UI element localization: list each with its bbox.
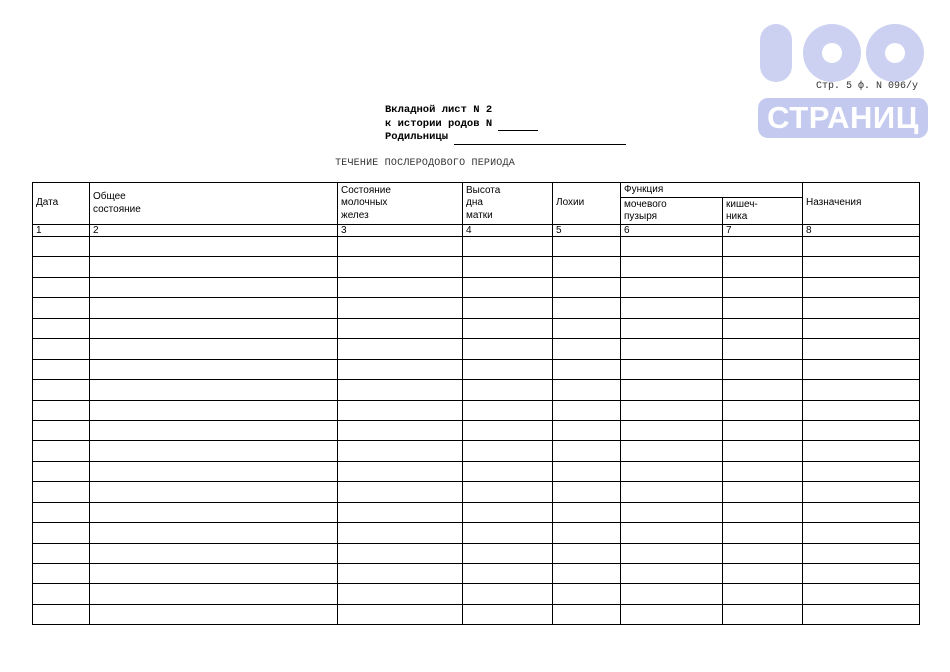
table-cell[interactable] [33, 257, 90, 277]
table-cell[interactable] [553, 441, 621, 461]
table-cell[interactable] [338, 461, 463, 481]
table-cell[interactable] [463, 400, 553, 420]
table-cell[interactable] [90, 584, 338, 604]
table-cell[interactable] [553, 461, 621, 481]
table-cell[interactable] [621, 277, 723, 297]
table-row [33, 523, 920, 543]
table-cell[interactable] [33, 604, 90, 624]
header-lochia: Лохии [553, 183, 621, 225]
table-cell[interactable] [621, 420, 723, 440]
table-cell[interactable] [723, 461, 803, 481]
table-row [33, 400, 920, 420]
table-cell[interactable] [90, 339, 338, 359]
table-cell[interactable] [621, 400, 723, 420]
table-cell[interactable] [553, 237, 621, 257]
table-cell[interactable] [553, 359, 621, 379]
table-row [33, 564, 920, 584]
table-cell[interactable] [723, 237, 803, 257]
table-cell[interactable] [338, 359, 463, 379]
table-cell[interactable] [723, 277, 803, 297]
table-cell[interactable] [33, 400, 90, 420]
table-cell[interactable] [338, 420, 463, 440]
column-number: 3 [338, 225, 463, 237]
table-cell[interactable] [803, 523, 920, 543]
table-cell[interactable] [463, 543, 553, 563]
table-cell[interactable] [553, 523, 621, 543]
table-cell[interactable] [803, 237, 920, 257]
table-cell[interactable] [33, 441, 90, 461]
table-cell[interactable] [33, 584, 90, 604]
table-cell[interactable] [621, 441, 723, 461]
table-row [33, 461, 920, 481]
patient-name-line [454, 134, 626, 145]
birth-history-label: к истории родов N [385, 117, 493, 130]
watermark-word: СТРАНИЦ [758, 98, 928, 138]
table-cell[interactable] [803, 380, 920, 400]
table-cell[interactable] [621, 564, 723, 584]
table-row [33, 298, 920, 318]
header-general-condition: Общее состояние [90, 183, 338, 225]
table-cell[interactable] [723, 502, 803, 522]
table-cell[interactable] [33, 237, 90, 257]
form-header [385, 104, 626, 145]
table-cell[interactable] [553, 604, 621, 624]
table-cell[interactable] [621, 318, 723, 338]
table-cell[interactable] [463, 277, 553, 297]
table-cell[interactable] [803, 502, 920, 522]
table-row [33, 420, 920, 440]
table-cell[interactable] [463, 298, 553, 318]
table-cell[interactable] [338, 543, 463, 563]
table-cell[interactable] [553, 564, 621, 584]
table-cell[interactable] [803, 584, 920, 604]
birth-history-number-line [498, 120, 538, 131]
table-cell[interactable] [723, 257, 803, 277]
table-cell[interactable] [463, 441, 553, 461]
table-cell[interactable] [553, 339, 621, 359]
header-prescriptions: Назначения [803, 183, 920, 225]
table-cell[interactable] [803, 441, 920, 461]
table-cell[interactable] [621, 543, 723, 563]
table-cell[interactable] [553, 502, 621, 522]
table-cell[interactable] [33, 359, 90, 379]
table-cell[interactable] [90, 400, 338, 420]
table-row [33, 441, 920, 461]
column-number: 2 [90, 225, 338, 237]
table-cell[interactable] [553, 380, 621, 400]
table-cell[interactable] [90, 523, 338, 543]
table-cell[interactable] [90, 543, 338, 563]
table-cell[interactable] [338, 380, 463, 400]
column-number: 8 [803, 225, 920, 237]
table-cell[interactable] [463, 237, 553, 257]
table-cell[interactable] [621, 584, 723, 604]
table-cell[interactable] [553, 584, 621, 604]
table-cell[interactable] [723, 604, 803, 624]
table-cell[interactable] [621, 502, 723, 522]
table-cell[interactable] [463, 564, 553, 584]
table-cell[interactable] [338, 318, 463, 338]
table-cell[interactable] [463, 380, 553, 400]
header-bladder: мочевого пузыря [621, 198, 723, 225]
table-cell[interactable] [803, 400, 920, 420]
table-cell[interactable] [803, 420, 920, 440]
table-cell[interactable] [553, 257, 621, 277]
patient-label: Родильницы [385, 131, 449, 143]
table-cell[interactable] [803, 461, 920, 481]
table-row [33, 237, 920, 257]
table-cell[interactable] [803, 482, 920, 502]
table-cell[interactable] [803, 318, 920, 338]
table-cell[interactable] [621, 359, 723, 379]
table-cell[interactable] [803, 277, 920, 297]
table-cell[interactable] [621, 482, 723, 502]
table-cell[interactable] [723, 400, 803, 420]
table-cell[interactable] [463, 584, 553, 604]
column-number: 6 [621, 225, 723, 237]
table-body [33, 237, 920, 625]
table-cell[interactable] [463, 482, 553, 502]
table-cell[interactable] [338, 584, 463, 604]
table-row [33, 482, 920, 502]
table-cell[interactable] [723, 380, 803, 400]
table-cell[interactable] [803, 298, 920, 318]
watermark-digit-zero [866, 24, 924, 82]
table-cell[interactable] [723, 564, 803, 584]
table-cell[interactable] [621, 339, 723, 359]
table-cell[interactable] [553, 400, 621, 420]
table-cell[interactable] [33, 482, 90, 502]
table-cell[interactable] [621, 257, 723, 277]
table-cell[interactable] [90, 380, 338, 400]
section-title: ТЕЧЕНИЕ ПОСЛЕРОДОВОГО ПЕРИОДА [335, 158, 515, 169]
table-cell[interactable] [723, 441, 803, 461]
header-date: Дата [33, 183, 90, 225]
table-cell[interactable] [90, 564, 338, 584]
table-cell[interactable] [621, 237, 723, 257]
table-cell[interactable] [90, 461, 338, 481]
table-cell[interactable] [33, 339, 90, 359]
table-cell[interactable] [33, 564, 90, 584]
table-row [33, 318, 920, 338]
table-cell[interactable] [621, 523, 723, 543]
table-row [33, 604, 920, 624]
table-row [33, 257, 920, 277]
table-cell[interactable] [90, 298, 338, 318]
table-cell[interactable] [803, 543, 920, 563]
table-cell[interactable] [338, 482, 463, 502]
column-number: 1 [33, 225, 90, 237]
table-cell[interactable] [553, 298, 621, 318]
header-mammary-condition: Состояние молочных желез [338, 183, 463, 225]
table-cell[interactable] [90, 257, 338, 277]
table-cell[interactable] [90, 441, 338, 461]
table-row [33, 277, 920, 297]
table-cell[interactable] [621, 298, 723, 318]
table-row [33, 380, 920, 400]
table-cell[interactable] [463, 257, 553, 277]
table-cell[interactable] [803, 564, 920, 584]
table-cell[interactable] [553, 482, 621, 502]
table-cell[interactable] [463, 339, 553, 359]
watermark-digit-zero [803, 24, 861, 82]
header-bowel: кишеч- ника [723, 198, 803, 225]
table-cell[interactable] [621, 604, 723, 624]
insert-sheet-title: Вкладной лист N 2 [385, 104, 493, 116]
table-row [33, 339, 920, 359]
table-row [33, 543, 920, 563]
table-cell[interactable] [803, 257, 920, 277]
table-cell[interactable] [553, 277, 621, 297]
table-cell[interactable] [723, 318, 803, 338]
table-cell[interactable] [338, 400, 463, 420]
table-cell[interactable] [338, 237, 463, 257]
table-cell[interactable] [723, 584, 803, 604]
table-cell[interactable] [33, 461, 90, 481]
table-cell[interactable] [803, 339, 920, 359]
table-cell[interactable] [723, 339, 803, 359]
table-cell[interactable] [723, 482, 803, 502]
table-cell[interactable] [463, 420, 553, 440]
table-cell[interactable] [33, 277, 90, 297]
table-cell[interactable] [90, 604, 338, 624]
table-cell[interactable] [90, 237, 338, 257]
table-cell[interactable] [338, 257, 463, 277]
table-cell[interactable] [803, 604, 920, 624]
table-cell[interactable] [338, 441, 463, 461]
table-cell[interactable] [33, 420, 90, 440]
table-cell[interactable] [553, 420, 621, 440]
table-cell[interactable] [463, 502, 553, 522]
table-cell[interactable] [33, 543, 90, 563]
table-cell[interactable] [33, 298, 90, 318]
header-function: Функция [621, 183, 803, 198]
table-cell[interactable] [463, 461, 553, 481]
table-row [33, 584, 920, 604]
postpartum-log-table [32, 182, 920, 625]
table-cell[interactable] [723, 420, 803, 440]
table-cell[interactable] [463, 604, 553, 624]
table-cell[interactable] [338, 564, 463, 584]
table-cell[interactable] [90, 502, 338, 522]
table-cell[interactable] [553, 543, 621, 563]
column-number: 7 [723, 225, 803, 237]
page-reference: Стр. 5 ф. N 096/у [815, 81, 918, 92]
table-cell[interactable] [33, 380, 90, 400]
table-cell[interactable] [33, 318, 90, 338]
table-cell[interactable] [90, 482, 338, 502]
table-cell[interactable] [803, 359, 920, 379]
table-cell[interactable] [723, 359, 803, 379]
table-cell[interactable] [723, 543, 803, 563]
table-cell[interactable] [90, 277, 338, 297]
table-cell[interactable] [33, 502, 90, 522]
table-cell[interactable] [33, 523, 90, 543]
table-cell[interactable] [621, 380, 723, 400]
table-row [33, 502, 920, 522]
table-cell[interactable] [90, 318, 338, 338]
table-cell[interactable] [338, 277, 463, 297]
table-cell[interactable] [723, 298, 803, 318]
table-cell[interactable] [338, 502, 463, 522]
table-cell[interactable] [338, 339, 463, 359]
table-cell[interactable] [463, 359, 553, 379]
table-cell[interactable] [338, 523, 463, 543]
column-number: 4 [463, 225, 553, 237]
column-number: 5 [553, 225, 621, 237]
table-cell[interactable] [463, 523, 553, 543]
header-uterus-height: Высота дна матки [463, 183, 553, 225]
column-number-row [33, 225, 920, 237]
table-cell[interactable] [463, 318, 553, 338]
table-cell[interactable] [621, 461, 723, 481]
table-row [33, 359, 920, 379]
table-cell[interactable] [723, 523, 803, 543]
table-cell[interactable] [338, 604, 463, 624]
table-cell[interactable] [338, 298, 463, 318]
watermark-digit-one [760, 24, 792, 82]
table-cell[interactable] [553, 318, 621, 338]
table-cell[interactable] [90, 359, 338, 379]
table-cell[interactable] [90, 420, 338, 440]
